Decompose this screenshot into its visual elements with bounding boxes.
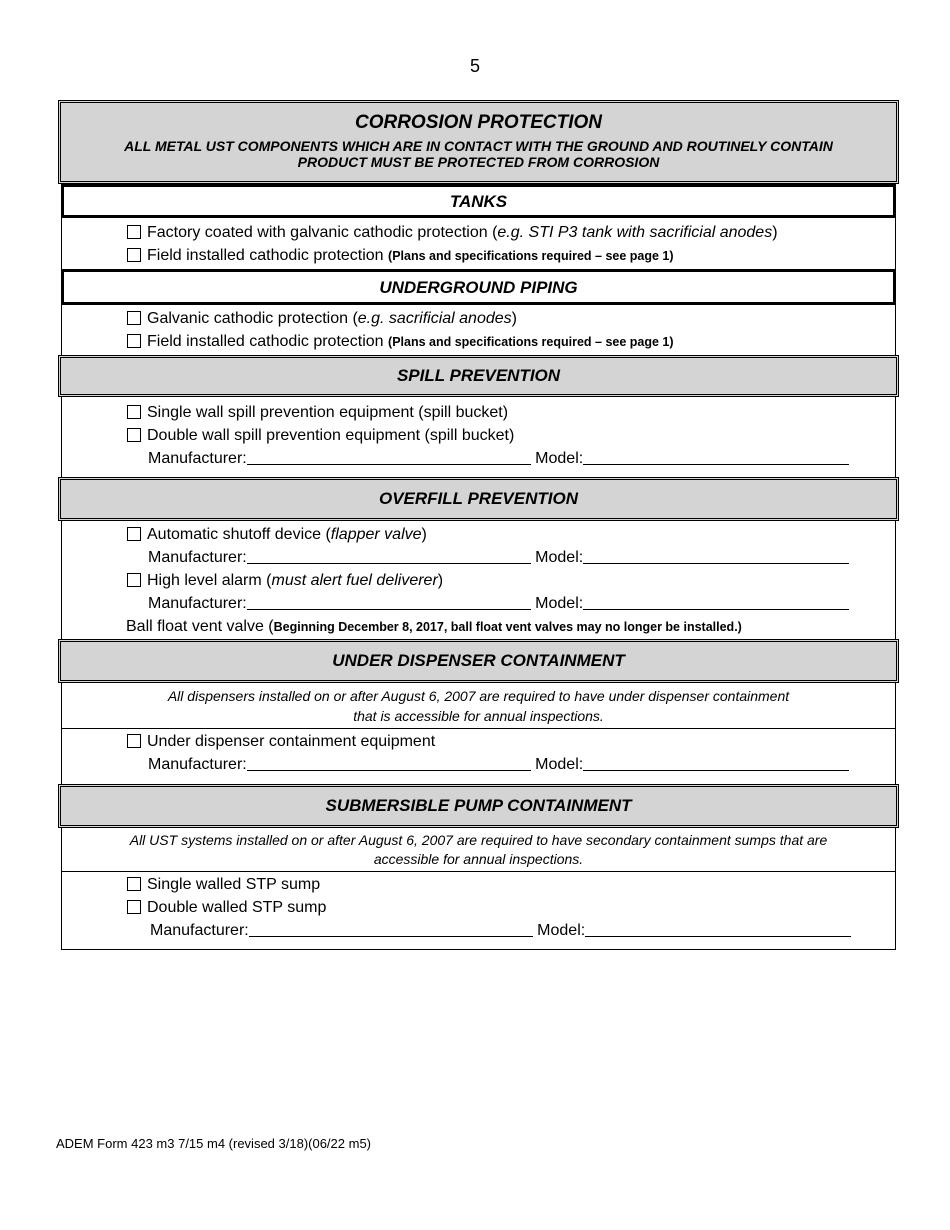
corrosion-header xyxy=(58,100,899,184)
stp-single-checkbox[interactable] xyxy=(127,877,141,891)
overfill-alarm-manufacturer-field[interactable] xyxy=(247,595,531,610)
corrosion-title: CORROSION PROTECTION xyxy=(354,112,602,133)
udc-model-field[interactable] xyxy=(583,756,849,771)
piping-option-galvanic: Galvanic cathodic protection (e.g. sacrificial anodes) xyxy=(127,310,517,328)
corrosion-subtitle-1: ALL METAL UST COMPONENTS WHICH ARE IN CONTACT WITH THE GROUND AND ROUTINELY CONTAIN xyxy=(124,138,833,154)
stp-title: SUBMERSIBLE PUMP CONTAINMENT xyxy=(325,796,632,815)
overfill-alarm-manufacturer-row: Manufacturer: Model: xyxy=(148,595,849,613)
udc-title: UNDER DISPENSER CONTAINMENT xyxy=(332,651,625,670)
udc-equipment-checkbox[interactable] xyxy=(127,734,141,748)
udc-note: All dispensers installed on or after August 6, 2007 are required to have under dispenser containment that is accessible for annual inspections. xyxy=(167,688,790,724)
spill-manufacturer-row: Manufacturer: Model: xyxy=(148,450,849,468)
overfill-ball-float-note: Ball float vent valve (Beginning December 8, 2017, ball float vent valves may no longer be installed.) xyxy=(126,618,742,635)
udc-header xyxy=(58,639,899,683)
spill-single-checkbox[interactable] xyxy=(127,405,141,419)
tanks-field-checkbox[interactable] xyxy=(127,248,141,262)
udc-manufacturer-row: Manufacturer: Model: xyxy=(148,756,849,774)
overfill-option-alarm: High level alarm (must alert fuel deliverer) xyxy=(127,572,443,590)
piping-title: UNDERGROUND PIPING xyxy=(379,278,578,297)
udc-manufacturer-field[interactable] xyxy=(247,756,531,771)
stp-option-double: Double walled STP sump xyxy=(127,899,326,917)
spill-manufacturer-field[interactable] xyxy=(247,450,531,465)
stp-note: All UST systems installed on or after August 6, 2007 are required to have secondary containment sumps that are accessible for annual inspections. xyxy=(129,832,828,867)
overfill-shutoff-checkbox[interactable] xyxy=(127,527,141,541)
piping-option-field: Field installed cathodic protection (Plans and specifications required – see page 1) xyxy=(127,333,674,351)
spill-model-field[interactable] xyxy=(583,450,849,465)
spill-header xyxy=(58,355,899,397)
spill-double-checkbox[interactable] xyxy=(127,428,141,442)
overfill-title: OVERFILL PREVENTION xyxy=(379,489,578,508)
overfill-shutoff-manufacturer-row: Manufacturer: Model: xyxy=(148,549,849,567)
overfill-shutoff-manufacturer-field[interactable] xyxy=(247,549,531,564)
stp-manufacturer-field[interactable] xyxy=(249,922,533,937)
overfill-shutoff-model-field[interactable] xyxy=(583,549,849,564)
spill-title: SPILL PREVENTION xyxy=(396,366,561,385)
tanks-title: TANKS xyxy=(449,192,508,211)
tanks-option-factory: Factory coated with galvanic cathodic protection (e.g. STI P3 tank with sacrificial anodes) xyxy=(127,224,778,242)
spill-option-single: Single wall spill prevention equipment (spill bucket) xyxy=(127,404,508,422)
stp-header xyxy=(58,784,899,828)
stp-note-divider xyxy=(61,871,896,872)
udc-note-divider xyxy=(61,728,896,729)
form-footer: ADEM Form 423 m3 7/15 m4 (revised 3/18)(06/22 m5) xyxy=(56,1136,372,1151)
tanks-option-field: Field installed cathodic protection (Plans and specifications required – see page 1) xyxy=(127,247,674,265)
stp-double-checkbox[interactable] xyxy=(127,900,141,914)
udc-option-equipment: Under dispenser containment equipment xyxy=(127,733,435,751)
table-bottom-border xyxy=(61,949,896,950)
tanks-header xyxy=(61,184,896,218)
stp-model-field[interactable] xyxy=(585,922,851,937)
overfill-option-shutoff: Automatic shutoff device (flapper valve) xyxy=(127,526,427,544)
piping-galvanic-checkbox[interactable] xyxy=(127,311,141,325)
spill-option-double: Double wall spill prevention equipment (spill bucket) xyxy=(127,427,514,445)
stp-option-single: Single walled STP sump xyxy=(127,876,320,894)
overfill-header xyxy=(58,477,899,521)
tanks-factory-checkbox[interactable] xyxy=(127,225,141,239)
overfill-alarm-model-field[interactable] xyxy=(583,595,849,610)
page-number: 5 xyxy=(469,56,480,76)
corrosion-subtitle-2: PRODUCT MUST BE PROTECTED FROM CORROSION xyxy=(297,154,660,170)
overfill-alarm-checkbox[interactable] xyxy=(127,573,141,587)
piping-field-checkbox[interactable] xyxy=(127,334,141,348)
stp-manufacturer-row: Manufacturer: Model: xyxy=(150,922,851,940)
piping-header xyxy=(61,269,896,305)
